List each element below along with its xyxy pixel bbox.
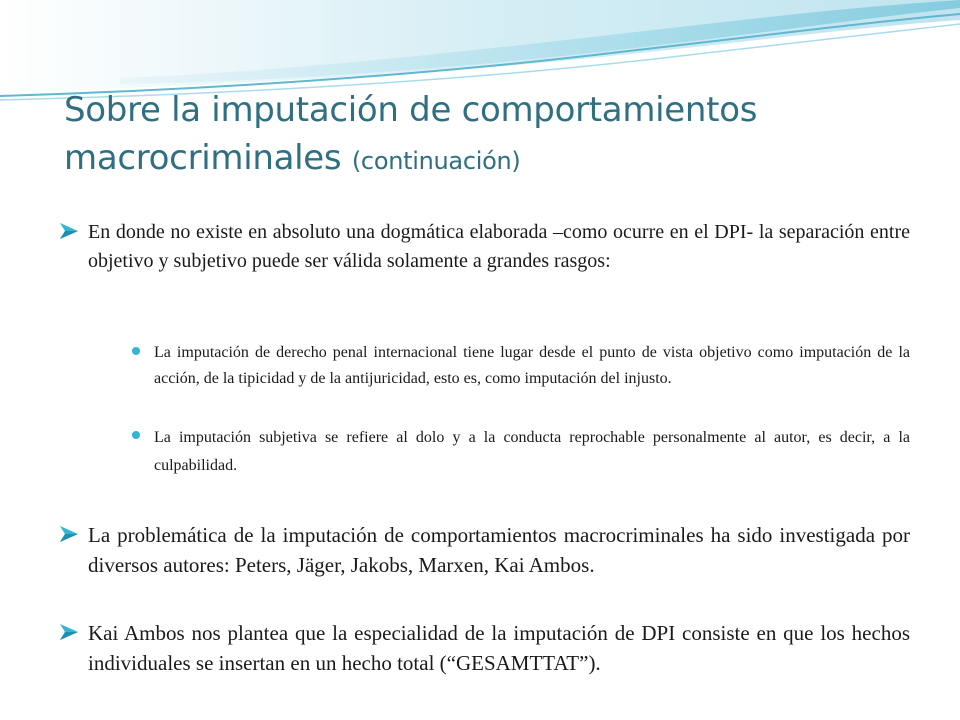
bullet-text: La problemática de la imputación de comportamientos macrocriminales ha sido investigada por diversos autores: Peters, Jäger, Jakobs, Marxen, Kai Ambos.	[88, 523, 910, 577]
sub-bullet-item-2	[154, 424, 910, 480]
sub-bullet-item-1	[154, 340, 910, 392]
sub-bullet-text: La imputación subjetiva se refiere al dolo y a la conducta reprochable personalmente al autor, es decir, a la culpabilidad.	[154, 429, 910, 474]
bullet-item-1	[88, 218, 910, 276]
arrow-bullet-icon	[58, 524, 80, 544]
dot-bullet-icon	[132, 347, 140, 355]
bullet-text: En donde no existe en absoluto una dogmática elaborada –como ocurre en el DPI- la separación entre objetivo y subjetivo puede ser válida solamente a grandes rasgos:	[88, 221, 910, 272]
title-suffix: (continuación)	[351, 147, 521, 175]
bullet-item-3	[88, 618, 910, 678]
arrow-bullet-icon	[58, 622, 80, 642]
title-main: Sobre la imputación de comportamientos macrocriminales	[64, 90, 758, 178]
arrow-bullet-icon	[58, 221, 80, 241]
bullet-item-2	[88, 520, 910, 580]
bullet-text: Kai Ambos nos plantea que la especialidad de la imputación de DPI consiste en que los hechos individuales se insertan en un hecho total (“GESAMTTAT”).	[88, 621, 910, 675]
slide-title	[64, 86, 924, 185]
sub-bullet-text: La imputación de derecho penal internacional tiene lugar desde el punto de vista objetivo como imputación de la acción, de la tipicidad y de la antijuricidad, esto es, como imputación del injusto.	[154, 344, 910, 387]
dot-bullet-icon	[132, 431, 140, 439]
